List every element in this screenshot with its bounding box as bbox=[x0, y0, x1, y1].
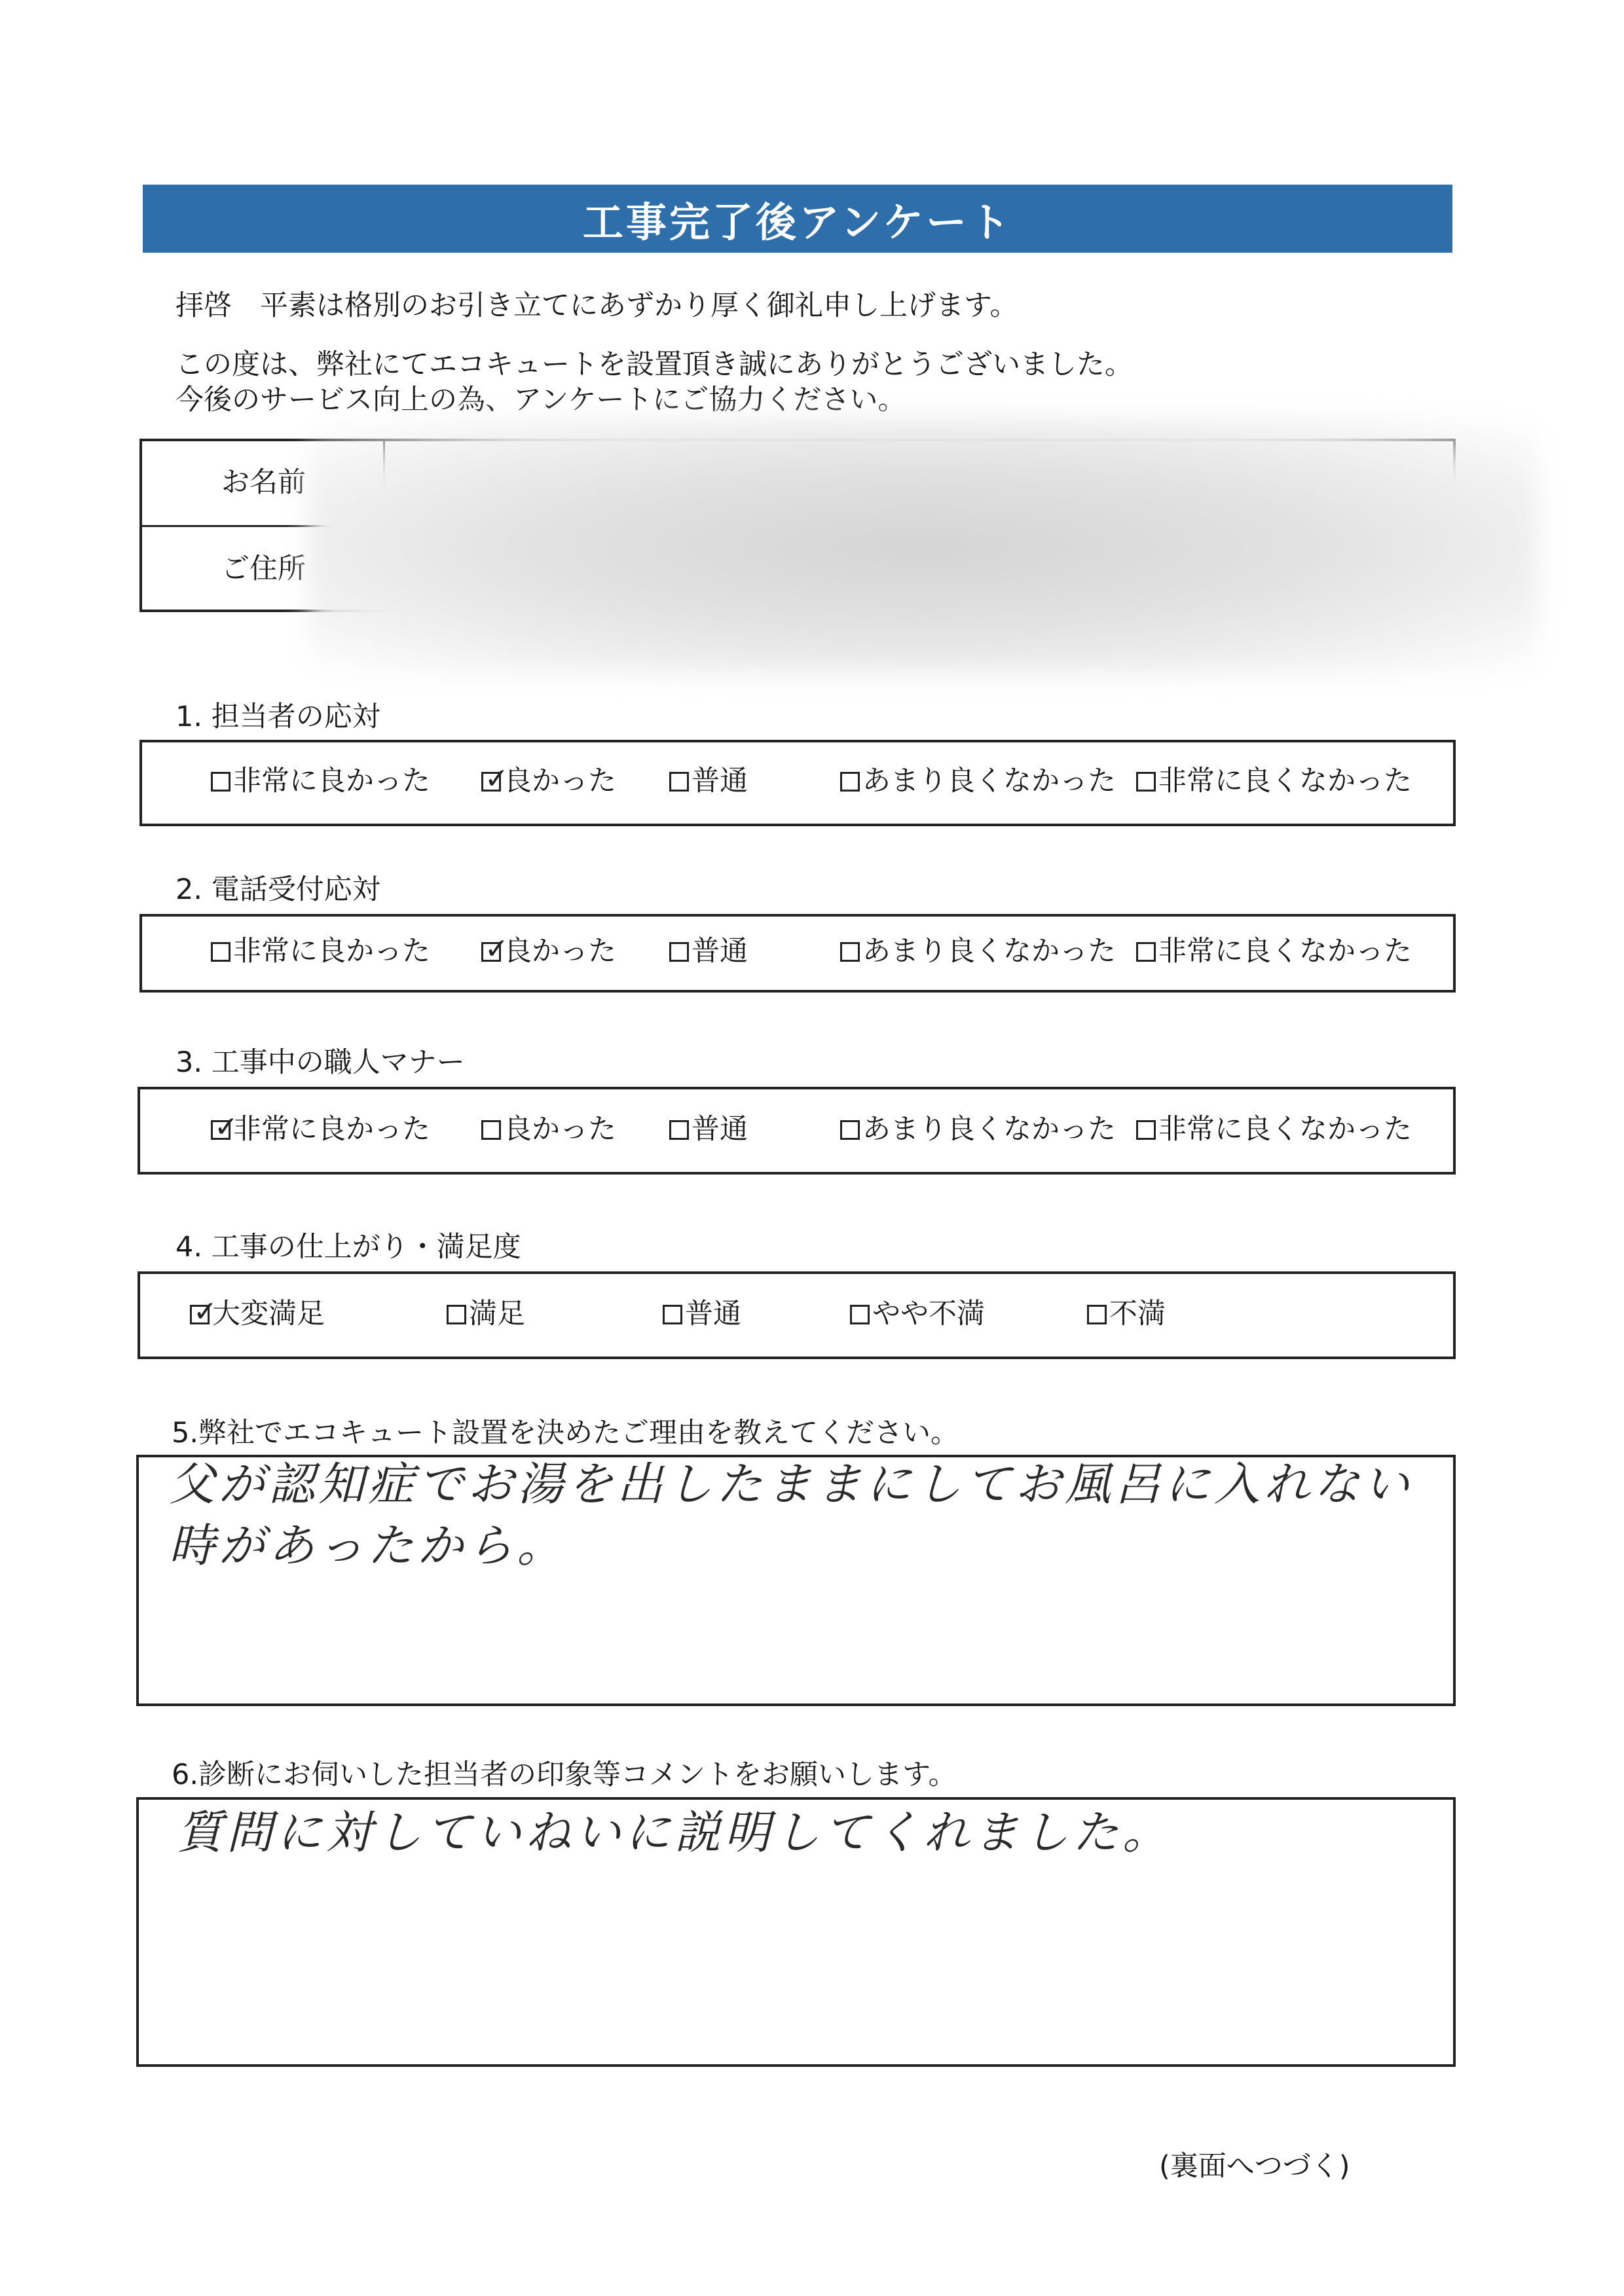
checkbox[interactable] bbox=[211, 1110, 238, 1144]
option-label: あまり良くなかった bbox=[862, 935, 1116, 968]
question-2-options bbox=[0, 932, 1624, 970]
request-text: 今後のサービス向上の為、アンケートにご協力ください。 bbox=[175, 384, 906, 416]
question-4-options bbox=[0, 1294, 1624, 1333]
question-4-option-4[interactable] bbox=[850, 1300, 985, 1328]
question-3-option-3[interactable] bbox=[669, 1113, 748, 1146]
question-3-option-1[interactable] bbox=[211, 1110, 430, 1146]
question-2-option-5[interactable] bbox=[1136, 935, 1412, 968]
option-label: 良かった bbox=[504, 935, 616, 968]
question-2-label: 2. 電話受付応対 bbox=[175, 873, 380, 906]
option-label: 非常に良くなかった bbox=[1158, 1113, 1412, 1146]
checkbox[interactable] bbox=[1136, 942, 1156, 962]
option-label: 満足 bbox=[469, 1298, 525, 1330]
option-label: あまり良くなかった bbox=[862, 1113, 1116, 1146]
option-label: 非常に良くなかった bbox=[1158, 765, 1412, 797]
question-4-label: 4. 工事の仕上がり・満足度 bbox=[175, 1231, 521, 1264]
question-4-option-5[interactable] bbox=[1087, 1300, 1166, 1328]
option-label: 普通 bbox=[692, 765, 748, 797]
question-4-option-2[interactable] bbox=[447, 1300, 525, 1328]
continued-note: (裏面へつづく) bbox=[1159, 2150, 1350, 2183]
checkbox[interactable] bbox=[840, 1120, 860, 1140]
option-label: 非常に良かった bbox=[233, 765, 430, 797]
option-label: 良かった bbox=[504, 765, 616, 797]
checkbox[interactable] bbox=[447, 1305, 466, 1324]
checkbox[interactable] bbox=[481, 932, 509, 966]
checkbox[interactable] bbox=[481, 761, 509, 795]
option-label: 普通 bbox=[685, 1298, 741, 1330]
checkmark-icon: ✓ bbox=[485, 932, 509, 966]
question-1-options bbox=[0, 761, 1624, 800]
thanks-text: この度は、弊社にてエコキュートを設置頂き誠にありがとうございました。 bbox=[175, 348, 1133, 381]
question-2-option-2[interactable] bbox=[481, 932, 616, 968]
name-label: お名前 bbox=[221, 466, 306, 499]
option-label: やや不満 bbox=[872, 1298, 985, 1330]
checkbox[interactable] bbox=[481, 1120, 501, 1140]
checkbox[interactable] bbox=[1136, 772, 1156, 792]
question-5-label: 5.弊社でエコキュート設置を決めたご理由を教えてください。 bbox=[172, 1417, 959, 1449]
question-5-answer-line-2: 時があったから。 bbox=[169, 1519, 567, 1573]
checkbox[interactable] bbox=[840, 772, 860, 792]
question-4-option-3[interactable] bbox=[663, 1300, 741, 1328]
option-label: 非常に良くなかった bbox=[1158, 935, 1412, 968]
checkbox[interactable] bbox=[850, 1305, 870, 1324]
checkbox[interactable] bbox=[669, 772, 689, 792]
option-label: 普通 bbox=[692, 935, 748, 968]
checkbox[interactable] bbox=[211, 772, 231, 792]
question-1-option-1[interactable] bbox=[211, 767, 430, 795]
greeting-text: 拝啓 平素は格別のお引き立てにあずかり厚く御礼申し上げます。 bbox=[175, 289, 1018, 322]
checkbox[interactable] bbox=[1087, 1305, 1107, 1324]
checkmark-icon: ✓ bbox=[193, 1294, 217, 1328]
question-3-option-4[interactable] bbox=[840, 1113, 1116, 1146]
option-label: あまり良くなかった bbox=[862, 765, 1116, 797]
question-6-answer-line-1: 質問に対していねいに説明してくれました。 bbox=[177, 1806, 1172, 1859]
page-title: 工事完了後アンケート bbox=[143, 185, 1452, 253]
question-6-label: 6.診断にお伺いした担当者の印象等コメントをお願いします。 bbox=[172, 1758, 957, 1791]
option-label: 不満 bbox=[1109, 1298, 1166, 1330]
question-1-option-3[interactable] bbox=[669, 767, 748, 795]
question-2-option-3[interactable] bbox=[669, 935, 748, 968]
question-4-option-1[interactable] bbox=[190, 1294, 325, 1330]
question-2-option-1[interactable] bbox=[211, 935, 430, 968]
option-label: 非常に良かった bbox=[233, 935, 430, 968]
option-label: 大変満足 bbox=[212, 1298, 325, 1330]
checkmark-icon: ✓ bbox=[214, 1110, 238, 1144]
checkbox[interactable] bbox=[190, 1294, 217, 1328]
checkmark-icon: ✓ bbox=[485, 761, 509, 795]
checkbox[interactable] bbox=[669, 1120, 689, 1140]
option-label: 良かった bbox=[504, 1113, 616, 1146]
question-3-option-5[interactable] bbox=[1136, 1113, 1412, 1146]
checkbox[interactable] bbox=[669, 942, 689, 962]
option-label: 非常に良かった bbox=[233, 1113, 430, 1146]
checkbox[interactable] bbox=[840, 942, 860, 962]
checkbox[interactable] bbox=[211, 942, 231, 962]
checkbox[interactable] bbox=[1136, 1120, 1156, 1140]
question-3-options bbox=[0, 1110, 1624, 1148]
question-3-option-2[interactable] bbox=[481, 1113, 616, 1146]
checkbox[interactable] bbox=[663, 1305, 682, 1324]
question-1-option-4[interactable] bbox=[840, 767, 1116, 795]
address-label: ご住所 bbox=[221, 553, 306, 585]
question-1-label: 1. 担当者の応対 bbox=[175, 701, 380, 733]
redacted-area bbox=[308, 419, 1539, 674]
question-1-option-5[interactable] bbox=[1136, 767, 1412, 795]
option-label: 普通 bbox=[692, 1113, 748, 1146]
question-5-answer-line-1: 父が認知症でお湯を出したままにしてお風呂に入れない bbox=[169, 1457, 1413, 1511]
question-3-label: 3. 工事中の職人マナー bbox=[175, 1046, 465, 1079]
question-1-option-2[interactable] bbox=[481, 761, 616, 797]
question-2-option-4[interactable] bbox=[840, 935, 1116, 968]
